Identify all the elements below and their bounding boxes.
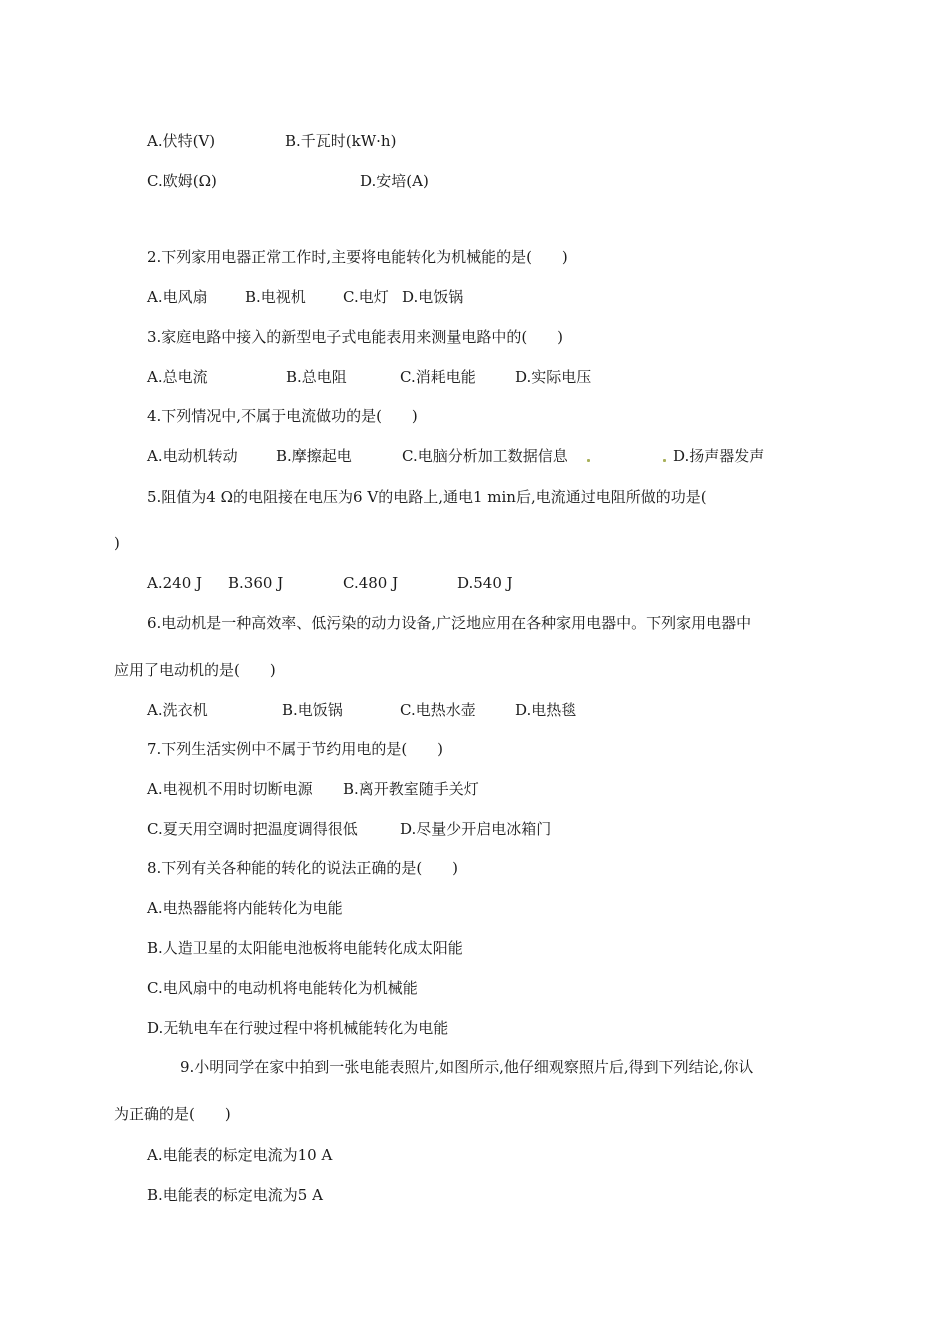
q8-stem: 8.下列有关各种能的转化的说法正确的是( ) (147, 859, 459, 877)
q2-option-d: D.电饭锅 (402, 288, 464, 306)
q5-option-b: B.360 J (228, 574, 284, 592)
q1-option-c: C.欧姆(Ω) (147, 172, 217, 190)
q1-option-b: B.千瓦时(kW·h) (285, 132, 397, 150)
q5-option-a: A.240 J (147, 574, 203, 592)
q2-stem: 2.下列家用电器正常工作时,主要将电能转化为机械能的是( ) (147, 248, 568, 266)
q4-option-d: D.扬声器发声 (673, 447, 765, 465)
q9-option-a: A.电能表的标定电流为10 A (147, 1146, 333, 1164)
q6-option-b: B.电饭锅 (282, 701, 343, 719)
q5-option-d: D.540 J (457, 574, 513, 592)
q4-option-c: C.电脑分析加工数据信息 (402, 447, 568, 465)
q6-option-a: A.洗衣机 (147, 701, 208, 719)
q5-option-c: C.480 J (343, 574, 399, 592)
q3-option-b: B.总电阻 (286, 368, 347, 386)
q2-option-c: C.电灯 (343, 288, 389, 306)
q7-option-c: C.夏天用空调时把温度调得很低 (147, 820, 358, 838)
q6-stem-line1: 6.电动机是一种高效率、低污染的动力设备,广泛地应用在各种家用电器中。下列家用电器中 (147, 614, 752, 632)
scan-speck (663, 459, 666, 462)
q3-option-a: A.总电流 (147, 368, 208, 386)
q4-option-b: B.摩擦起电 (276, 447, 352, 465)
q5-stem-line2: ) (114, 534, 120, 552)
q6-option-d: D.电热毯 (515, 701, 577, 719)
q8-option-a: A.电热器能将内能转化为电能 (147, 899, 343, 917)
q7-option-b: B.离开教室随手关灯 (343, 780, 479, 798)
q1-option-a: A.伏特(V) (147, 132, 216, 150)
q4-stem: 4.下列情况中,不属于电流做功的是( ) (147, 407, 418, 425)
q7-stem: 7.下列生活实例中不属于节约用电的是( ) (147, 740, 444, 758)
q6-option-c: C.电热水壶 (400, 701, 476, 719)
q3-option-d: D.实际电压 (515, 368, 592, 386)
q7-option-a: A.电视机不用时切断电源 (147, 780, 313, 798)
q5-stem-line1: 5.阻值为4 Ω的电阻接在电压为6 V的电路上,通电1 min后,电流通过电阻所做的功是( (147, 488, 707, 506)
q7-option-d: D.尽量少开启电冰箱门 (400, 820, 552, 838)
q8-option-d: D.无轨电车在行驶过程中将机械能转化为电能 (147, 1019, 449, 1037)
q6-stem-line2: 应用了电动机的是( ) (114, 661, 276, 679)
q9-stem-line2: 为正确的是( ) (114, 1105, 231, 1123)
q9-stem-line1: 9.小明同学在家中拍到一张电能表照片,如图所示,他仔细观察照片后,得到下列结论,你认 (180, 1058, 754, 1076)
q2-option-b: B.电视机 (245, 288, 306, 306)
scan-speck (587, 459, 590, 462)
q8-option-b: B.人造卫星的太阳能电池板将电能转化成太阳能 (147, 939, 463, 957)
q8-option-c: C.电风扇中的电动机将电能转化为机械能 (147, 979, 418, 997)
q3-option-c: C.消耗电能 (400, 368, 476, 386)
q3-stem: 3.家庭电路中接入的新型电子式电能表用来测量电路中的( ) (147, 328, 564, 346)
q9-option-b: B.电能表的标定电流为5 A (147, 1186, 323, 1204)
q4-option-a: A.电动机转动 (147, 447, 238, 465)
q1-option-d: D.安培(A) (360, 172, 429, 190)
q2-option-a: A.电风扇 (147, 288, 208, 306)
